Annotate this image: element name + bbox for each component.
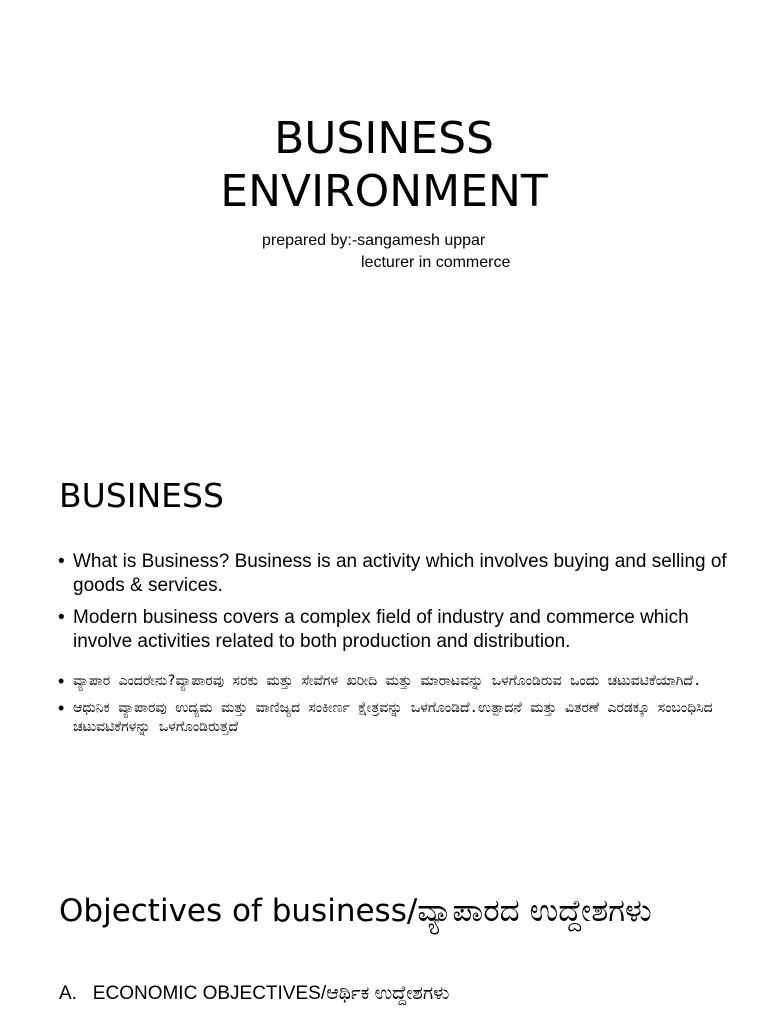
bullet-item bbox=[58, 699, 738, 737]
bullet-list bbox=[58, 550, 738, 745]
role-text: lecturer in commerce bbox=[361, 254, 511, 271]
bullet-item bbox=[58, 606, 738, 654]
bullet-dot-icon: • bbox=[58, 671, 65, 691]
objective-item bbox=[59, 982, 449, 1006]
item-marker: A. bbox=[59, 983, 77, 1004]
bullet-dot-icon: • bbox=[58, 551, 65, 572]
bullet-text: What is Business? Business is an activity which involves buying and selling of goods & services. bbox=[73, 551, 727, 596]
bullet-dot-icon: • bbox=[58, 698, 65, 718]
slide-heading: BUSINESS bbox=[59, 476, 224, 515]
title-line-2: ENVIRONMENT bbox=[220, 166, 548, 217]
slide-heading: Objectives of business/ವ್ಯಾಪಾರದ ಉದ್ದೇಶಗಳು bbox=[59, 893, 652, 929]
bullet-item bbox=[58, 672, 738, 691]
slide-title bbox=[0, 112, 768, 218]
business-slide bbox=[0, 430, 768, 870]
prepared-by-text: prepared by:-sangamesh uppar bbox=[262, 232, 486, 249]
bullet-text: ವ್ಯಾಪಾರ ಎಂದರೇನು?ವ್ಯಾಪಾರವು ಸರಕು ಮತ್ತು ಸೇವೆಗಳ ಖರೀದಿ ಮತ್ತು ಮಾರಾಟವನ್ನು ಒಳಗೊಂಡಿರುವ ಒಂದು ಚಟುವಟಿಕೆಯಾಗಿದೆ. bbox=[73, 673, 702, 689]
title-line-1: BUSINESS bbox=[274, 113, 494, 164]
title-slide bbox=[0, 0, 768, 430]
objectives-slide bbox=[0, 870, 768, 1024]
bullet-dot-icon: • bbox=[58, 607, 65, 628]
bullet-text: ಆಧುನಿಕ ವ್ಯಾಪಾರವು ಉದ್ಯಮ ಮತ್ತು ವಾಣಿಜ್ಯದ ಸಂಕೀರ್ಣ ಕ್ಷೇತ್ರವನ್ನು ಒಳಗೊಂಡಿದೆ.ಉತ್ಪಾದನೆ ಮತ್ತು ವಿತರಣೆ ಎರಡಕ್ಕೂ ಸಂಬಂಧಿಸಿದ ಚಟುವಟಿಕೆಗಳನ್ನು ಒಳಗೊಂಡಿರುತ್ತದೆ bbox=[73, 700, 713, 735]
bullet-item bbox=[58, 550, 738, 598]
item-text: ECONOMIC OBJECTIVES/ಆರ್ಥಿಕ ಉದ್ದೇಶಗಳು bbox=[92, 983, 450, 1004]
bullet-text: Modern business covers a complex field of industry and commerce which involve activities related to both production and distribution. bbox=[73, 607, 689, 652]
